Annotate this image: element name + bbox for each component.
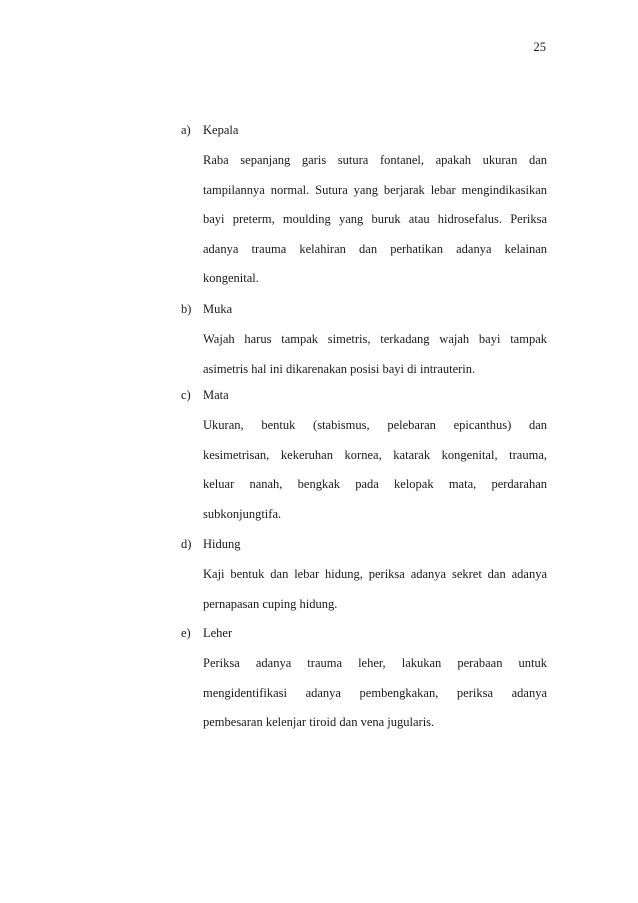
section-title: Hidung: [203, 537, 241, 551]
body-line: Wajah harus tampak simetris, terkadang wajah bayi tampak: [203, 332, 547, 346]
page-number: 25: [533, 40, 546, 54]
section-letter: e): [181, 626, 191, 640]
section-letter: c): [181, 388, 191, 402]
body-line: kesimetrisan, kekeruhan kornea, katarak kongenital, trauma,: [203, 447, 547, 462]
body-line: asimetris hal ini dikarenakan posisi bayi di intrauterin.: [203, 361, 476, 376]
section-body: [203, 655, 547, 730]
section-body: [203, 566, 547, 612]
body-line: mengidentifikasi adanya pembengkakan, periksa adanya: [203, 685, 547, 700]
body-line: pernapasan cuping hidung.: [203, 596, 338, 611]
section-body: [203, 331, 547, 377]
body-line: kongenital.: [203, 271, 259, 285]
section-title: Mata: [203, 388, 229, 402]
body-line: tampilannya normal. Sutura yang berjarak lebar mengindikasikan: [203, 182, 547, 197]
section-heading: [181, 122, 547, 138]
body-line: Periksa adanya trauma leher, lakukan perabaan untuk: [203, 656, 547, 670]
section-heading: [181, 625, 547, 641]
body-line: Raba sepanjang garis sutura fontanel, apakah ukuran dan: [203, 153, 547, 167]
body-line: keluar nanah, bengkak pada kelopak mata, perdarahan: [203, 477, 547, 491]
section-letter: a): [181, 123, 191, 137]
section-body: [203, 152, 547, 286]
section-mata: [181, 387, 547, 535]
section-title: Muka: [203, 302, 233, 316]
section-letter: b): [181, 302, 192, 316]
section-heading: [181, 536, 547, 552]
body-line: bayi preterm, moulding yang buruk atau hidrosefalus. Periksa: [203, 212, 547, 226]
section-body: [203, 417, 547, 522]
body-line: adanya trauma kelahiran dan perhatikan adanya kelainan: [203, 241, 547, 256]
section-heading: [181, 301, 547, 317]
section-title: Leher: [203, 626, 233, 640]
section-muka: [181, 301, 547, 390]
section-kepala: [181, 122, 547, 300]
section-hidung: [181, 536, 547, 625]
section-leher: [181, 625, 547, 744]
section-letter: d): [181, 537, 192, 551]
body-line: pembesaran kelenjar tiroid dan vena jugularis.: [203, 715, 435, 729]
section-title: Kepala: [203, 123, 239, 137]
body-line: subkonjungtifa.: [203, 506, 282, 521]
body-line: Ukuran, bentuk (stabismus, pelebaran epicanthus) dan: [203, 418, 547, 432]
section-heading: [181, 387, 547, 403]
body-line: Kaji bentuk dan lebar hidung, periksa adanya sekret dan adanya: [203, 567, 547, 581]
